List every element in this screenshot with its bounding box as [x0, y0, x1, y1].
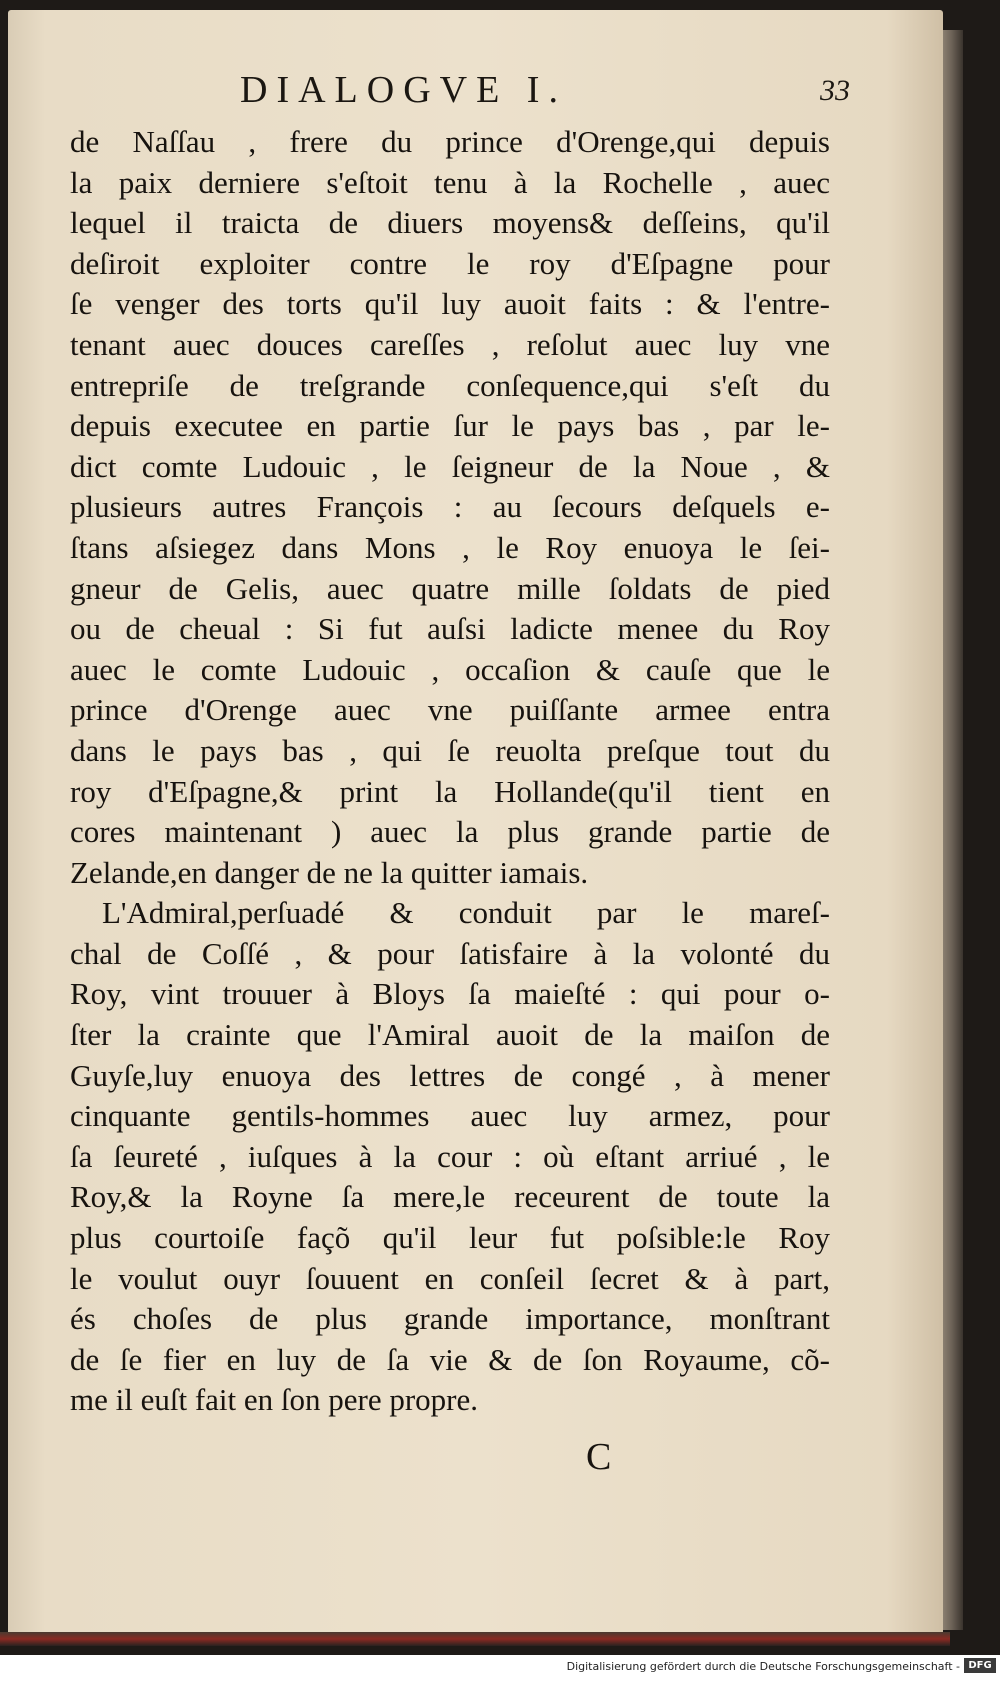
- catchword: C: [586, 1436, 612, 1478]
- text-line: dans le pays bas , qui ſe reuolta preſque tout du: [70, 732, 830, 768]
- text-line: tenant auec douces careſſes , reſolut auec luy vne: [70, 326, 830, 362]
- text-line: depuis executee en partie ſur le pays bas , par le-: [70, 408, 830, 444]
- page-header: [8, 68, 943, 118]
- text-line: Zelande,en danger de ne la quitter iamais.: [70, 854, 589, 890]
- dfg-logo: DFG: [964, 1658, 996, 1673]
- text-line: chal de Coſſé , & pour ſatisfaire à la volonté du: [70, 935, 830, 971]
- book-page: [8, 10, 943, 1645]
- text-line: deſiroit exploiter contre le roy d'Eſpagne pour: [70, 245, 830, 281]
- text-line: cinquante gentils-hommes auec luy armez, pour: [70, 1098, 830, 1134]
- text-line: plusieurs autres François : au ſecours deſquels e-: [70, 489, 830, 525]
- text-line: de ſe fier en luy de ſa vie & de ſon Royaume, cõ-: [70, 1341, 830, 1377]
- text-line: entrepriſe de treſgrande conſequence,qui s'eſt du: [70, 367, 830, 403]
- text-line: auec le comte Ludouic , occaſion & cauſe que le: [70, 651, 830, 687]
- text-line: la paix derniere s'eſtoit tenu à la Rochelle , auec: [70, 164, 830, 200]
- page-number: 33: [820, 74, 850, 107]
- text-line: dict comte Ludouic , le ſeigneur de la Noue , &: [70, 448, 830, 484]
- footer-credit: Digitalisierung gefördert durch die Deutsche Forschungsgemeinschaft -: [566, 1660, 960, 1673]
- text-line: Roy, vint trouuer à Bloys ſa maieſté : qui pour o-: [70, 976, 830, 1012]
- text-line: ſe venger des torts qu'il luy auoit faits : & l'entre-: [70, 286, 830, 322]
- text-line: roy d'Eſpagne,& print la Hollande(qu'il tient en: [70, 773, 830, 809]
- text-line: plus courtoiſe façõ qu'il leur fut poſsible:le Roy: [70, 1220, 830, 1256]
- text-line: ſa ſeureté , iuſques à la cour : où eſtant arriué , le: [70, 1138, 830, 1174]
- page-bottom-edge: [0, 1632, 950, 1646]
- text-line: ſtans aſsiegez dans Mons , le Roy enuoya le ſei-: [70, 529, 830, 565]
- text-line: cores maintenant ) auec la plus grande partie de: [70, 814, 830, 850]
- text-line: me il euſt fait en ſon pere propre.: [70, 1382, 479, 1418]
- text-line: Guyſe,luy enuoya des lettres de congé , à mener: [70, 1057, 830, 1093]
- text-line: de Naſſau , frere du prince d'Orenge,qui depuis: [70, 124, 830, 159]
- text-line: le voulut ouyr ſouuent en conſeil ſecret & à part,: [70, 1260, 830, 1296]
- footer: [0, 1655, 1000, 1681]
- text-line: lequel il traicta de diuers moyens& deſſeins, qu'il: [70, 205, 830, 241]
- text-line: gneur de Gelis, auec quatre mille ſoldats de pied: [70, 570, 830, 606]
- text-line: Roy,& la Royne ſa mere,le receurent de toute la: [70, 1179, 830, 1215]
- running-title: DIALOGVE I.: [240, 69, 567, 111]
- text-line: és choſes de plus grande importance, monſtrant: [70, 1301, 830, 1337]
- text-line: L'Admiral,perſuadé & conduit par le mareſ-: [102, 895, 830, 931]
- text-line: prince d'Orenge auec vne puiſſante armee entra: [70, 692, 830, 728]
- body-text: [70, 122, 830, 1421]
- text-line: ſter la crainte que l'Amiral auoit de la maiſon de: [70, 1017, 830, 1053]
- text-line: ou de cheual : Si fut auſsi ladicte menee du Roy: [70, 611, 830, 647]
